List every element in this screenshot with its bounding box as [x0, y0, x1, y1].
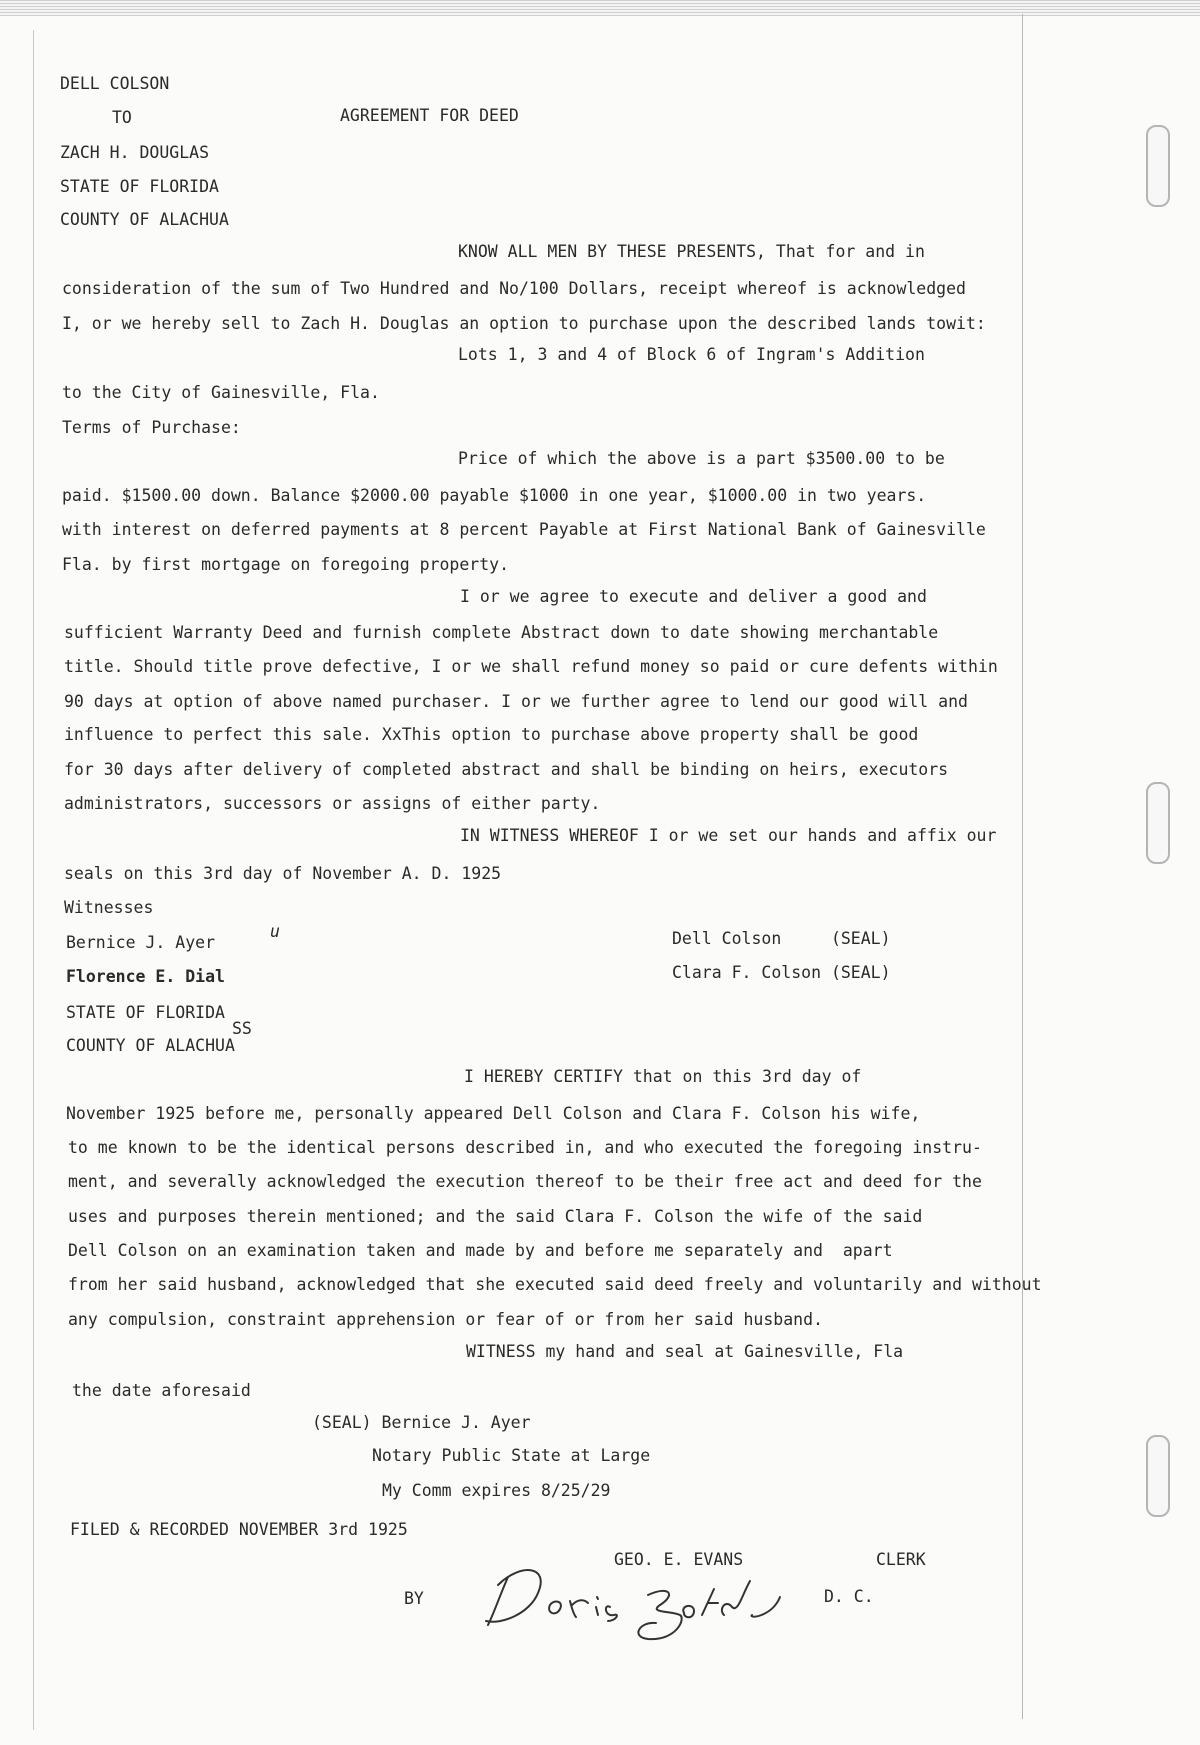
left-margin-line [33, 30, 34, 1730]
ack-line-6: Dell Colson on an examination taken and made by and before me separately and apart [68, 1241, 893, 1260]
grantor-name: DELL COLSON [60, 74, 170, 93]
body-line-6: Terms of Purchase: [62, 418, 241, 437]
body-line-19: seals on this 3rd day of November A. D. 1925 [64, 864, 502, 883]
body-line-17: administrators, successors or assigns of either party. [64, 794, 601, 813]
body-line-8: paid. $1500.00 down. Balance $2000.00 payable $1000 in one year, $1000.00 in two years. [62, 486, 927, 505]
deputy-clerk-signature [480, 1555, 810, 1645]
grantee-name: ZACH H. DOUGLAS [60, 143, 210, 162]
notary-seal-name: (SEAL) Bernice J. Ayer [312, 1413, 531, 1432]
ack-line-10: the date aforesaid [72, 1381, 251, 1400]
binder-hole-middle [1146, 782, 1170, 864]
deputy-clerk-label: D. C. [824, 1587, 874, 1606]
body-line-4: Lots 1, 3 and 4 of Block 6 of Ingram's Addition [458, 345, 925, 364]
clerk-title: CLERK [876, 1550, 926, 1569]
binder-hole-bottom [1146, 1435, 1170, 1517]
witness-1: Bernice J. Ayer [66, 933, 216, 952]
right-margin-line [1022, 14, 1023, 1719]
body-line-15: influence to perfect this sale. XxThis option to purchase above property shall be good [64, 725, 919, 744]
notary-commission: My Comm expires 8/25/29 [382, 1481, 611, 1500]
ack-county: COUNTY OF ALACHUA [66, 1036, 235, 1055]
ack-state: STATE OF FLORIDA [66, 1003, 225, 1022]
ack-line-4: ment, and severally acknowledged the execution thereof to be their free act and deed for the [68, 1172, 982, 1191]
witness-mark: u [270, 922, 280, 941]
body-line-11: I or we agree to execute and deliver a good and [460, 587, 927, 606]
document-title: AGREEMENT FOR DEED [340, 106, 519, 125]
ack-line-3: to me known to be the identical persons described in, and who executed the foregoing instru- [68, 1138, 982, 1157]
body-line-3: I, or we hereby sell to Zach H. Douglas an option to purchase upon the described lands towit: [62, 314, 986, 333]
body-line-16: for 30 days after delivery of completed abstract and shall be binding on heirs, executors [64, 760, 949, 779]
body-line-13: title. Should title prove defective, I or we shall refund money so paid or cure defents within [64, 657, 998, 676]
body-line-18: IN WITNESS WHEREOF I or we set our hands and affix our [460, 826, 997, 845]
clerk-name: GEO. E. EVANS [614, 1550, 744, 1569]
signatory-1: Dell Colson (SEAL) [672, 929, 891, 948]
body-line-10: Fla. by first mortgage on foregoing property. [62, 555, 510, 574]
ack-line-1: I HEREBY CERTIFY that on this 3rd day of [464, 1067, 862, 1086]
body-line-2: consideration of the sum of Two Hundred and No/100 Dollars, receipt whereof is acknowledged [62, 279, 966, 298]
page-top-edge [0, 0, 1200, 16]
body-line-14: 90 days at option of above named purchaser. I or we further agree to lend our good will and [64, 692, 968, 711]
body-line-7: Price of which the above is a part $3500.00 to be [458, 449, 945, 468]
ack-line-7: from her said husband, acknowledged that she executed said deed freely and voluntarily and without [68, 1275, 1042, 1294]
ack-line-2: November 1925 before me, personally appeared Dell Colson and Clara F. Colson his wife, [66, 1104, 921, 1123]
body-line-12: sufficient Warranty Deed and furnish complete Abstract down to date showing merchantable [64, 623, 939, 642]
binder-hole-top [1146, 125, 1170, 207]
county-line: COUNTY OF ALACHUA [60, 210, 229, 229]
witness-2: Florence E. Dial [66, 967, 225, 986]
by-label: BY [404, 1589, 424, 1608]
body-line-5: to the City of Gainesville, Fla. [62, 383, 380, 402]
ack-line-5: uses and purposes therein mentioned; and the said Clara F. Colson the wife of the said [68, 1207, 923, 1226]
witnesses-heading: Witnesses [64, 898, 154, 917]
state-line: STATE OF FLORIDA [60, 177, 219, 196]
signatory-2: Clara F. Colson (SEAL) [672, 963, 891, 982]
body-line-9: with interest on deferred payments at 8 percent Payable at First National Bank of Gainesville [62, 520, 986, 539]
notary-title: Notary Public State at Large [372, 1446, 651, 1465]
filed-recorded: FILED & RECORDED NOVEMBER 3rd 1925 [70, 1520, 408, 1539]
body-line-1: KNOW ALL MEN BY THESE PRESENTS, That for and in [458, 242, 925, 261]
ack-line-8: any compulsion, constraint apprehension or fear of or from her said husband. [68, 1310, 823, 1329]
to-label: TO [112, 108, 132, 127]
ack-line-9: WITNESS my hand and seal at Gainesville, Fla [466, 1342, 904, 1361]
ack-ss: SS [232, 1019, 252, 1038]
